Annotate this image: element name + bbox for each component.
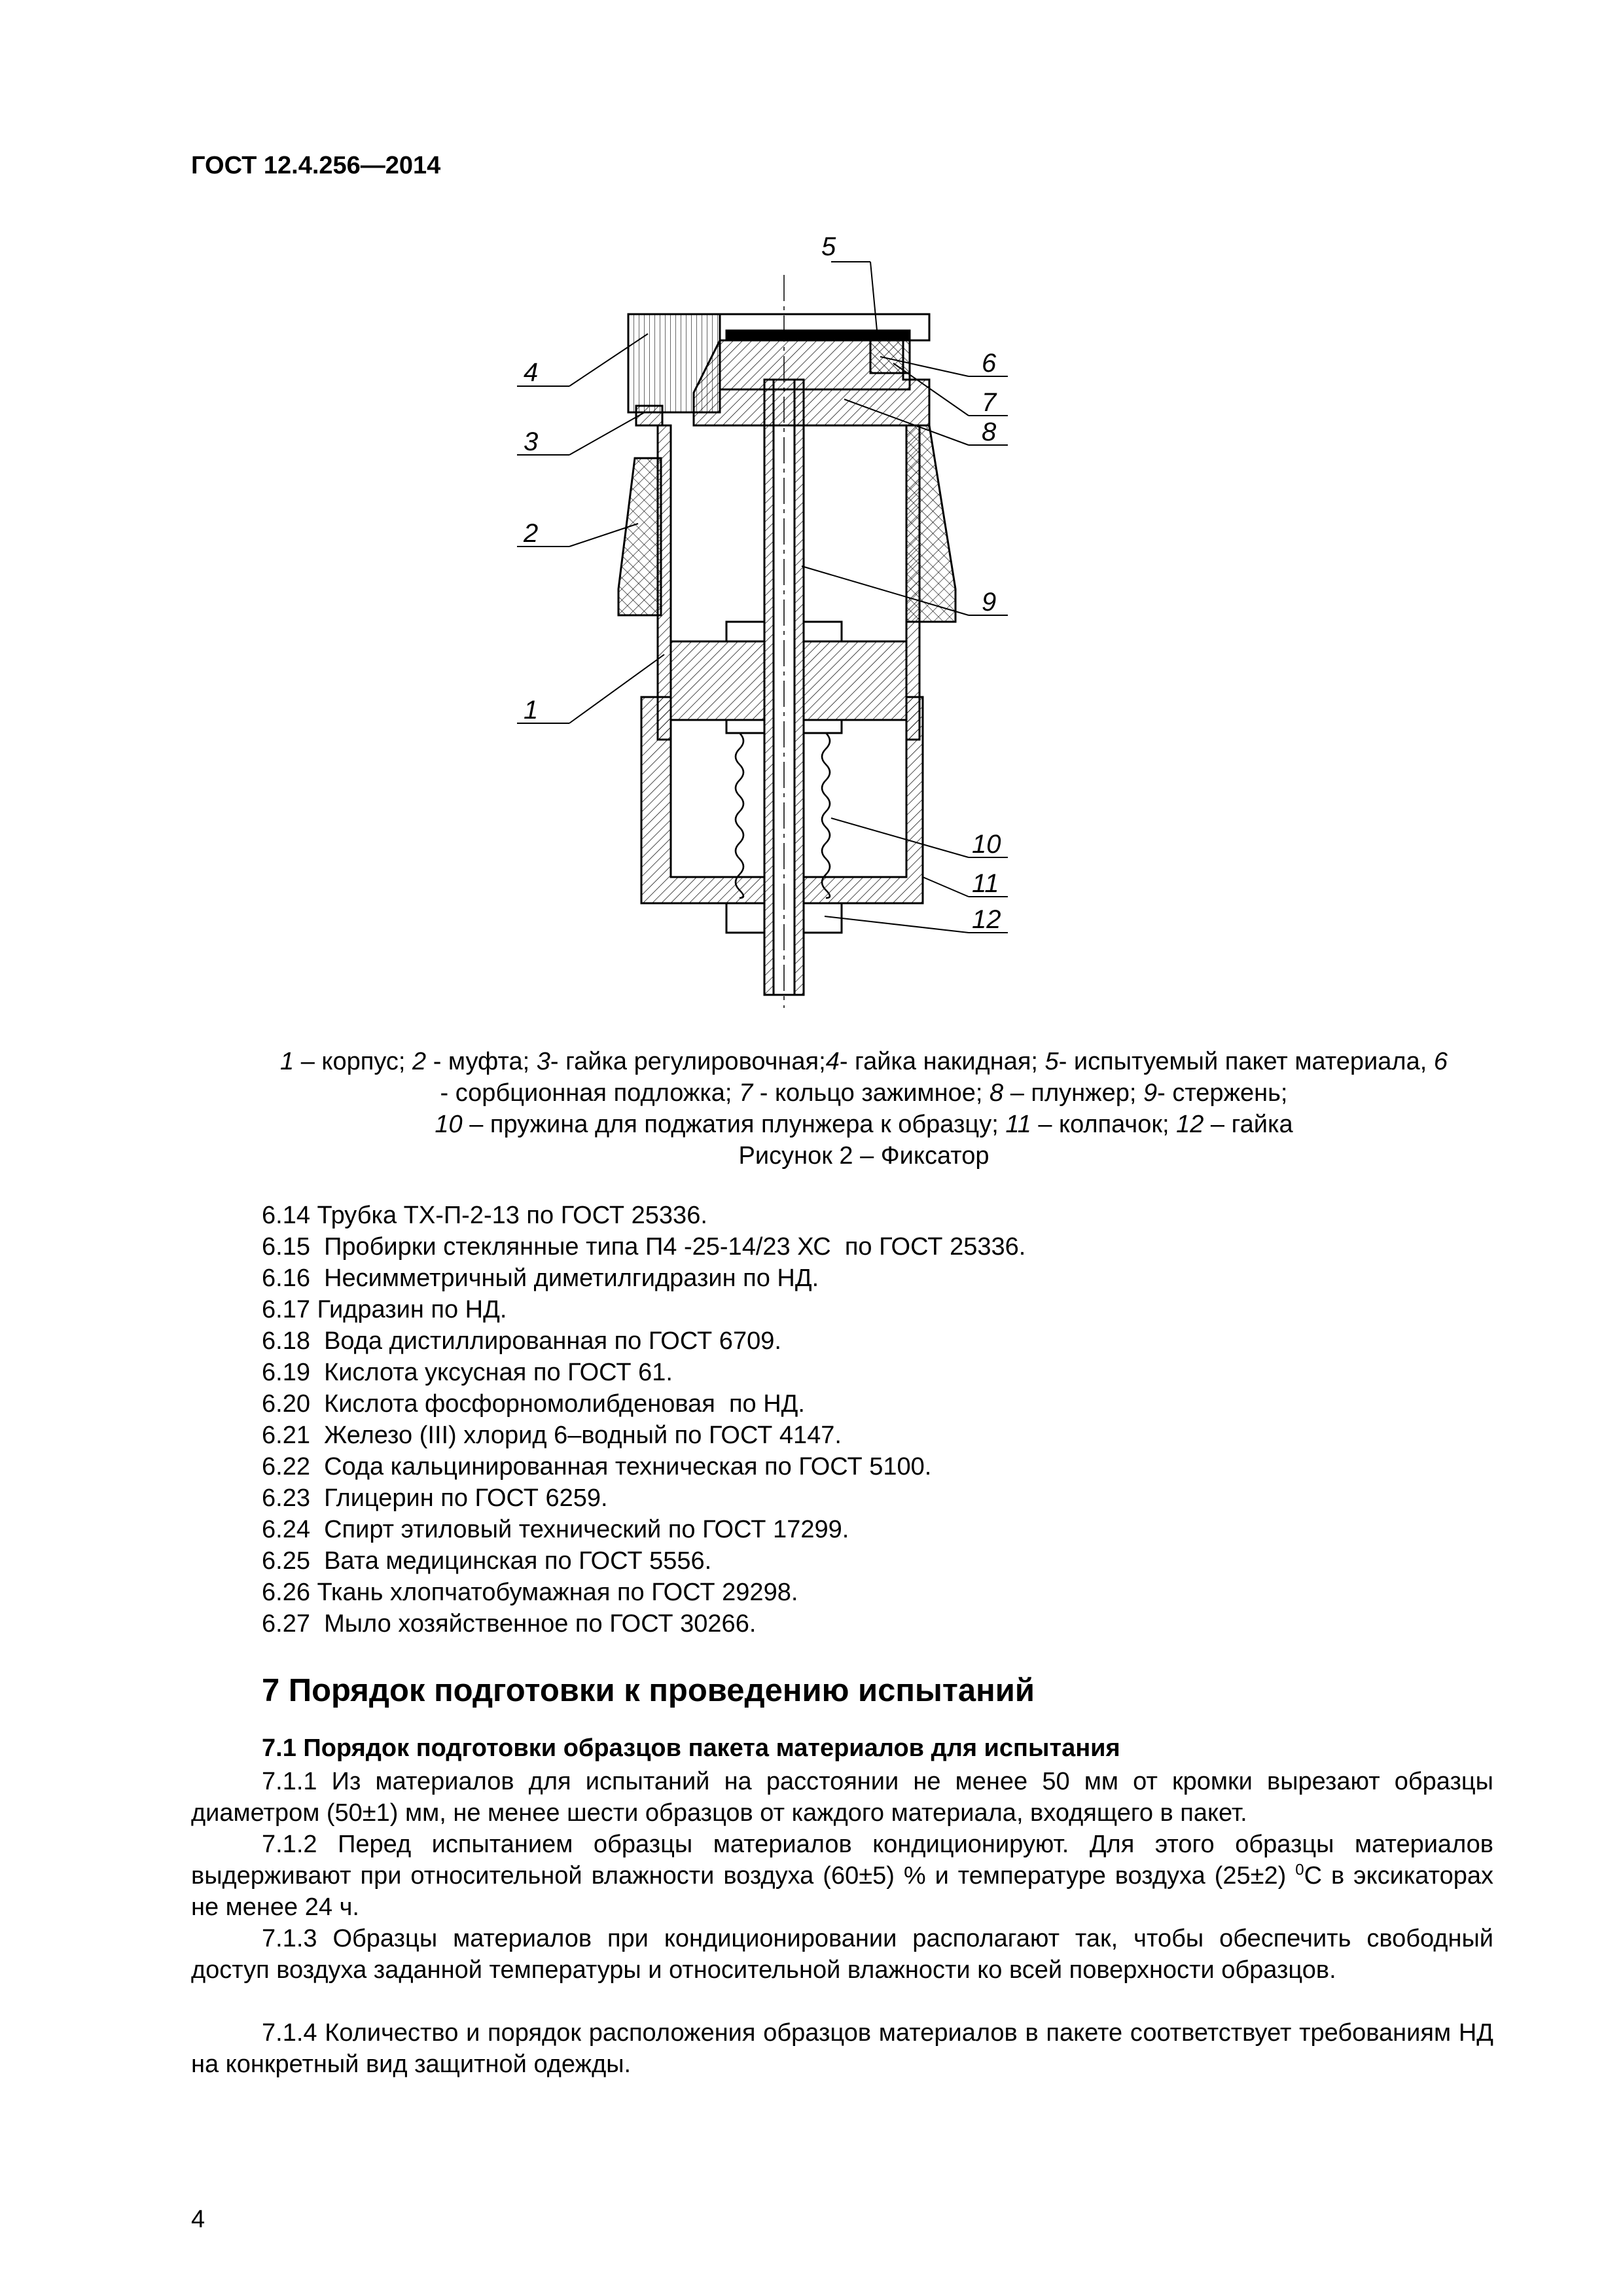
figure-caption <box>275 1046 1453 1172</box>
section-7-1-title: 7.1 Порядок подготовки образцов пакета материалов для испытания <box>262 1734 1120 1762</box>
list-item: 6.26 Ткань хлопчатобумажная по ГОСТ 29298. <box>262 1579 798 1606</box>
paragraph-7-1-3: 7.1.3 Образцы материалов при кондиционировании располагают так, чтобы обеспечить свободный доступ воздуха заданной температуры и относительной влажности ко всей поверхности образцов. <box>191 1925 1493 1984</box>
coupling-2-left <box>618 458 661 615</box>
list-item: 6.16 Несимметричный диметилгидразин по НД. <box>262 1265 819 1292</box>
list-item: 6.17 Гидразин по НД. <box>262 1296 507 1323</box>
page-number: 4 <box>191 2206 205 2233</box>
callout-5: 5 <box>821 232 836 261</box>
callout-3: 3 <box>524 427 539 456</box>
figure-title: Рисунок 2 – Фиксатор <box>738 1142 990 1170</box>
callout-7: 7 <box>982 388 997 417</box>
list-item: 6.21 Железо (III) хлорид 6–водный по ГОСТ 4147. <box>262 1422 842 1449</box>
paragraph-7-1-4: 7.1.4 Количество и порядок расположения образцов материалов в пакете соответствует требованиям НД на конкретный вид защитной одежды. <box>191 2019 1493 2078</box>
body-1-left <box>658 425 671 740</box>
callout-12: 12 <box>972 905 1001 934</box>
clamp-ring-7 <box>870 340 910 373</box>
list-item: 6.23 Глицерин по ГОСТ 6259. <box>262 1484 608 1512</box>
cap-11-right <box>804 697 923 903</box>
callout-4: 4 <box>524 358 539 387</box>
body-1-right <box>906 425 919 740</box>
sample-pack-5 <box>726 331 910 340</box>
materials-list <box>262 1200 1505 1640</box>
list-item: 6.24 Спирт этиловый технический по ГОСТ 17299. <box>262 1516 849 1543</box>
callout-9: 9 <box>982 588 997 617</box>
section-7-title: 7 Порядок подготовки к проведению испытаний <box>262 1673 1035 1708</box>
callout-8: 8 <box>982 418 997 446</box>
list-item: 6.18 Вода дистиллированная по ГОСТ 6709. <box>262 1327 781 1355</box>
list-item: 6.27 Мыло хозяйственное по ГОСТ 30266. <box>262 1610 757 1638</box>
callout-6: 6 <box>982 349 997 378</box>
list-item: 6.14 Трубка ТХ-П-2-13 по ГОСТ 25336. <box>262 1202 707 1229</box>
paragraph-7-1-1: 7.1.1 Из материалов для испытаний на расстоянии не менее 50 мм от кромки вырезают образцы диаметром (50±1) мм, не менее шести образцов от каждого материала, входящего в пакет. <box>191 1768 1493 1827</box>
paragraph-7-1-2: 7.1.2 Перед испытанием образцы материалов кондиционируют. Для этого образцы материалов выдерживают при относительной влажности воздуха (60±5) % и температуре воздуха (25±2) $^0$С в эксикаторах не менее 24 ч. <box>191 1831 1493 1921</box>
list-item: 6.19 Кислота уксусная по ГОСТ 61. <box>262 1359 673 1386</box>
callout-11: 11 <box>972 869 999 898</box>
list-item: 6.22 Сода кальцинированная техническая по ГОСТ 5100. <box>262 1453 932 1480</box>
list-item: 6.25 Вата медицинская по ГОСТ 5556. <box>262 1547 712 1575</box>
cap-11-left <box>641 697 764 903</box>
list-item: 6.20 Кислота фосфорномолибденовая по НД. <box>262 1390 805 1418</box>
document-header: ГОСТ 12.4.256—2014 <box>191 152 441 179</box>
spring-10 <box>736 733 830 898</box>
fixator-drawing <box>497 229 1047 1021</box>
caption-legend: 1 – корпус; 2 - муфта; 3- гайка регулировочная;4- гайка накидная; 5- испытуемый пакет материала, 6 - сорбционная подложка; 7 - кольцо зажимное; 8 – плунжер; 9- стержень; 10 – пружина для поджатия плунжера к образцу; 11 – колпачок; 12 – гайка <box>280 1048 1448 1138</box>
callout-10: 10 <box>972 830 1001 859</box>
nut-12-left <box>726 903 764 933</box>
callout-1: 1 <box>524 696 539 725</box>
callout-2: 2 <box>524 519 539 548</box>
list-item: 6.15 Пробирки стеклянные типа П4 -25-14/23 ХС по ГОСТ 25336. <box>262 1233 1026 1261</box>
